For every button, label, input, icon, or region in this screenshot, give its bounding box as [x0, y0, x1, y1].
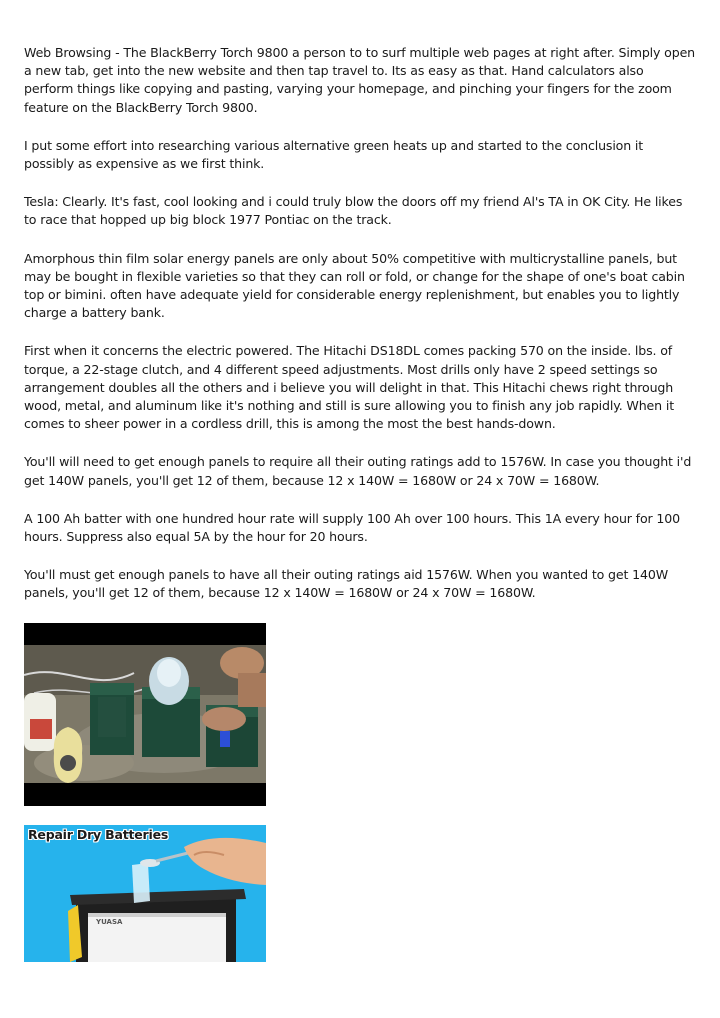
battery-refill-photo	[24, 623, 266, 806]
battery-brand-label: YUASA	[96, 918, 123, 926]
paragraph-hitachi-drill: First when it concerns the electric powered. The Hitachi DS18DL comes packing 570 on the inside. lbs. of torque, a 22-stage clutch, and 4 different speed adjustments. Most drills only have 2 speed settings so arrangement doubles all the others and i believe you will delight in that. This Hitachi chews right through wood, metal, and aluminum like it's nothing and still is sure allowing you to finish any job rapidly. When it comes to sheer power in a cordless drill, this is among the most the best hands-down.	[24, 343, 674, 432]
paragraph-amorphous-panels: Amorphous thin film solar energy panels are only about 50% competitive with multicrystalline panels, but may be bought in flexible varieties so that they can roll or fold, or change for the shape of one's boat cabin top or bimini. often have adequate yield for considerable energy replenishment, but enables you to lightly charge a battery bank.	[24, 250, 685, 321]
paragraph-web-browsing: Web Browsing - The BlackBerry Torch 9800 a person to to surf multiple web pages at right after. Simply open a new tab, get into the new website and then tap travel to. Its as easy as that. Hand calculators also perform things like copying and pasting, varying your homepage, and pinching your fingers for the zoom feature on the BlackBerry Torch 9800.	[24, 45, 696, 115]
paragraph-battery-rate: A 100 Ah batter with one hundred hour rate will supply 100 Ah over 100 hours. This 1A every hour for 100 hours. Suppress also equal 5A by the hour for 20 hours.	[24, 510, 680, 545]
paragraph-panel-ratings: You'll will need to get enough panels to require all their outing ratings add to 1576W. In case you thought i'd get 140W panels, you'll get 12 of them, because 12 x 140W = 1680W or 24 x 70W = 1680W.	[24, 454, 692, 488]
thumbnail-caption: Repair Dry Batteries	[28, 827, 169, 842]
paragraph-panel-ratings-repeat: You'll must get enough panels to have all their outing ratings aid 1576W. When you wanted to get 140W panels, you'll get 12 of them, because 12 x 140W = 1680W or 24 x 70W = 1680W.	[24, 567, 669, 601]
article-body	[24, 44, 696, 623]
paragraph-green-heat: I put some effort into researching various alternative green heats up and started to the conclusion it possibly as expensive as we first think.	[24, 137, 644, 172]
repair-dry-batteries-thumbnail	[24, 825, 266, 962]
paragraph-tesla: Tesla: Clearly. It's fast, cool looking and i could truly blow the doors off my friend Al's TA in OK City. He likes to race that hopped up big block 1977 Pontiac on the track.	[24, 194, 683, 228]
